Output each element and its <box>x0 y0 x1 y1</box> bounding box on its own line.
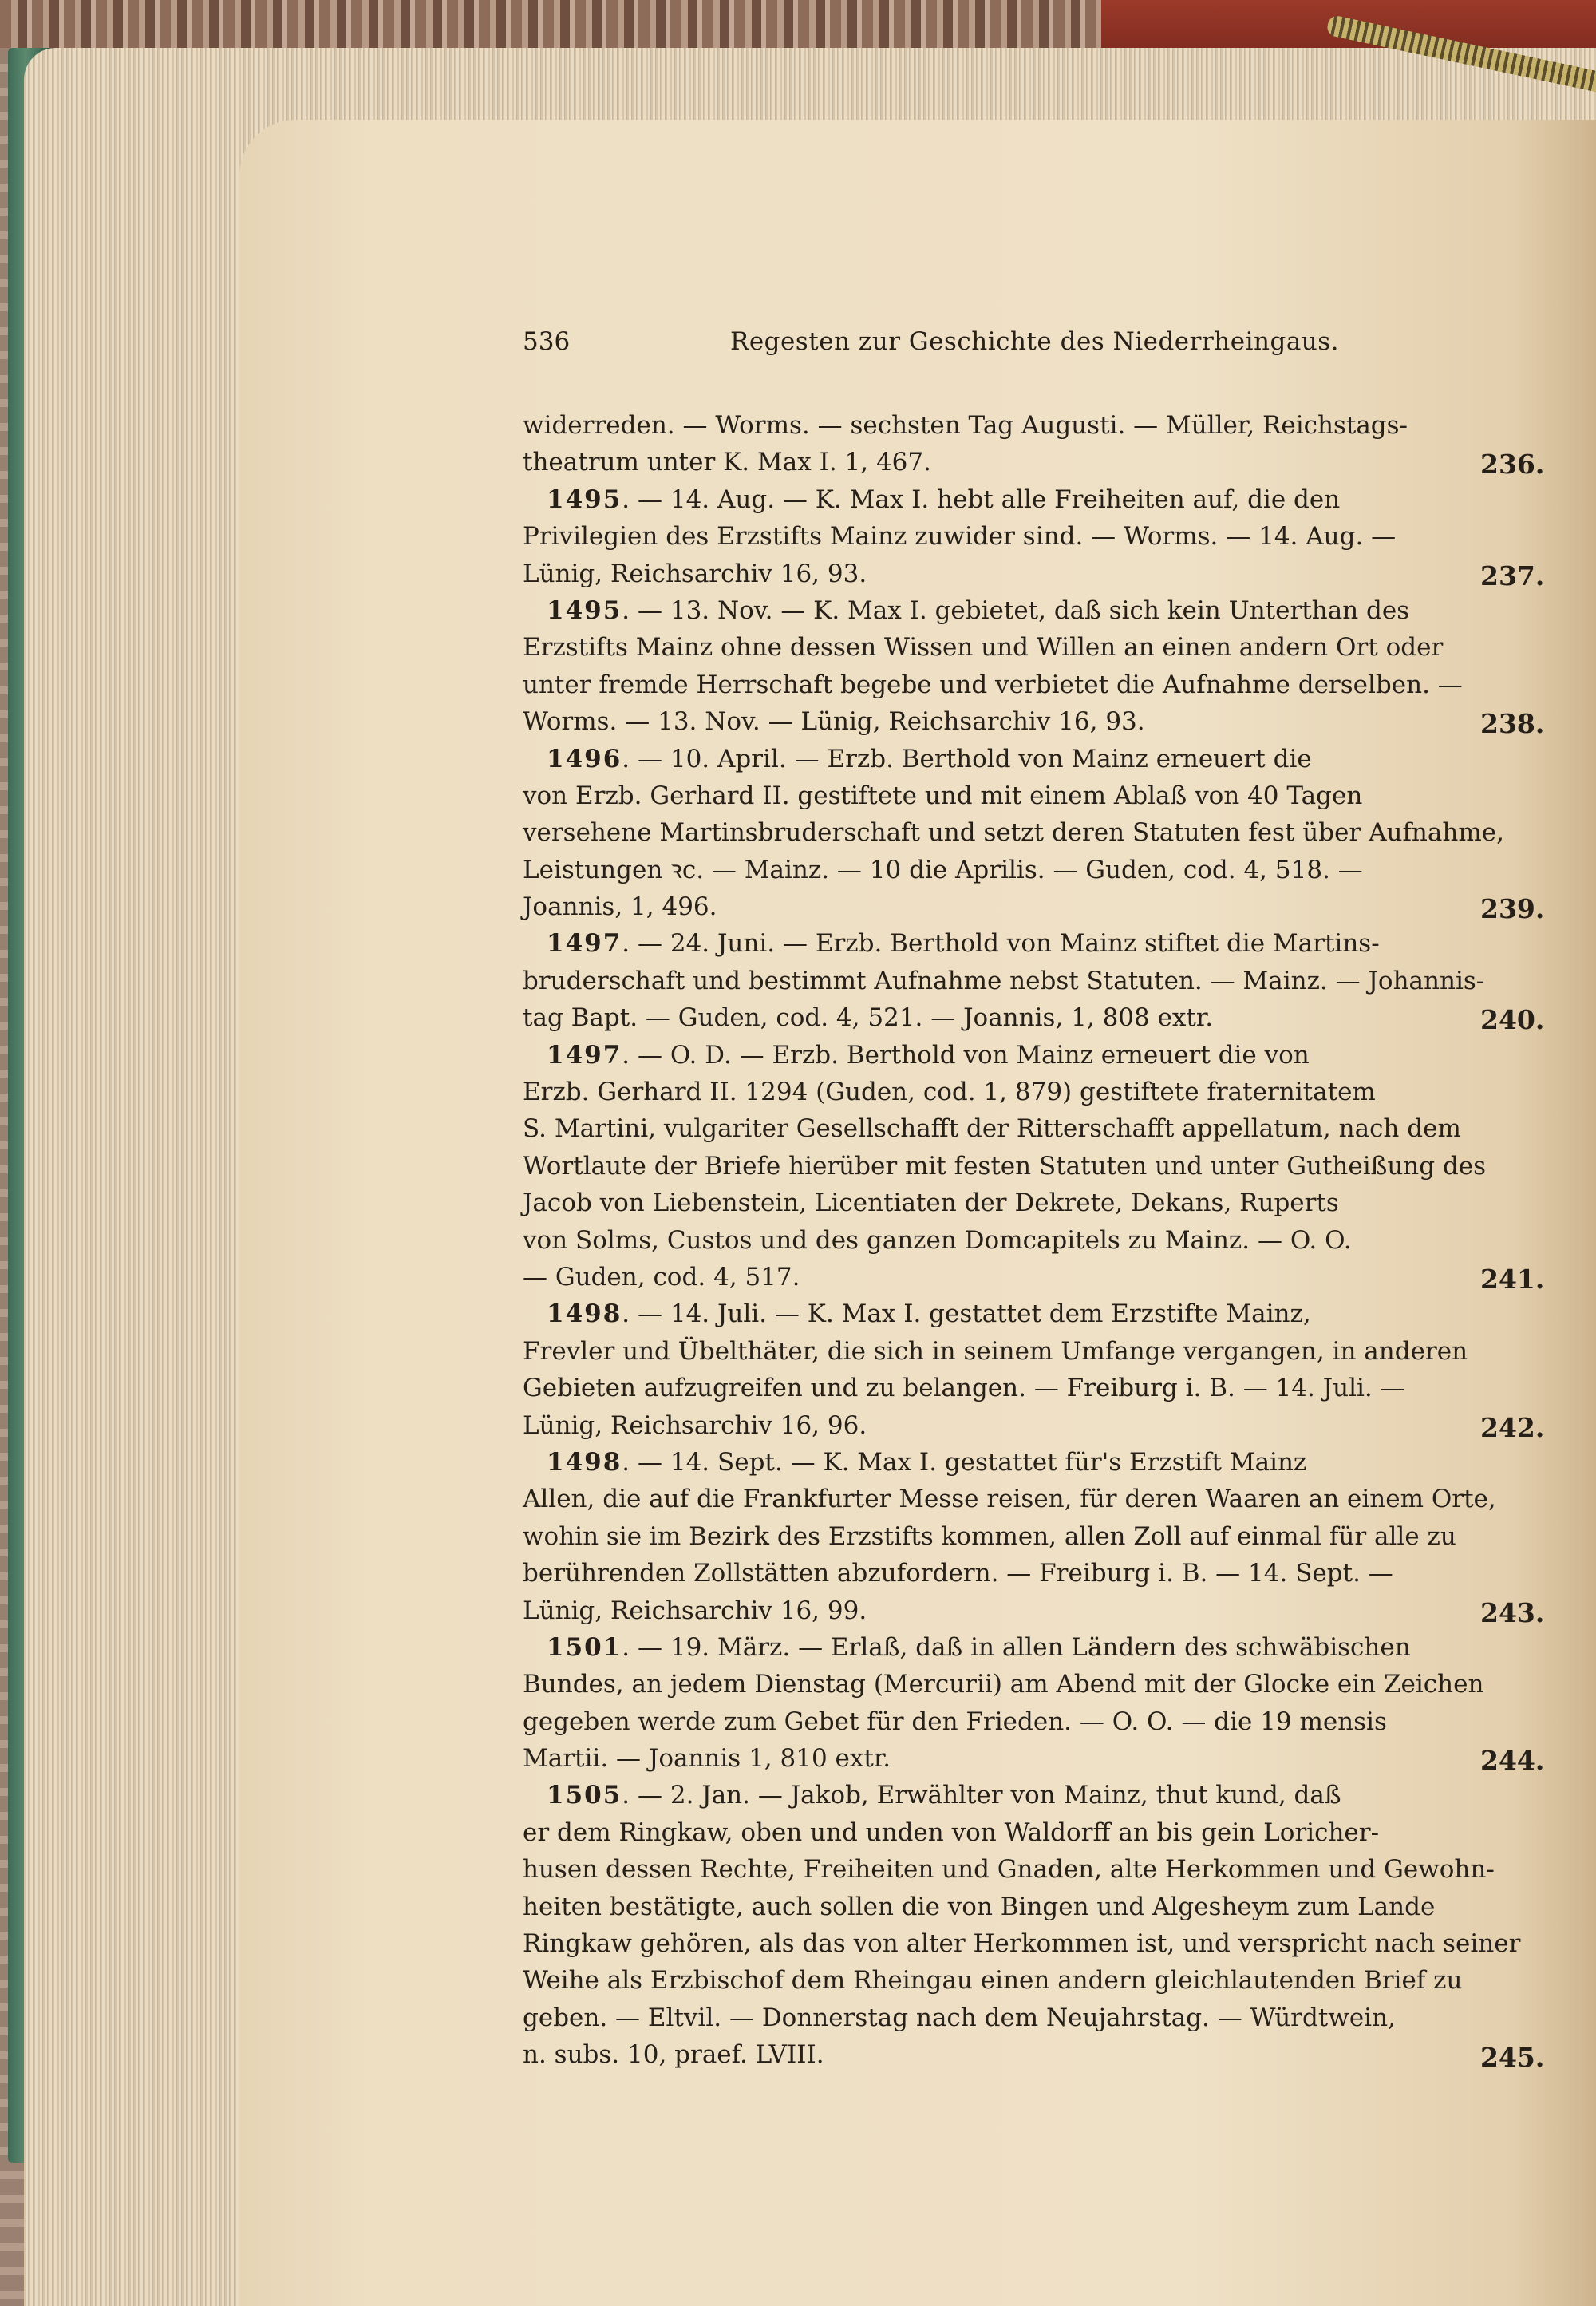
line-text: Erzstifts Mainz ohne dessen Wissen und Willen an einen andern Ort oder <box>523 633 1444 663</box>
regest-entry <box>523 1295 1512 1444</box>
line-text: Ringkaw gehören, als das von alter Herkommen ist, und verspricht nach seiner <box>523 1929 1521 1959</box>
line-text: von Erzb. Gerhard II. gestiftete und mit einem Ablaß von 40 Tagen <box>523 781 1363 810</box>
entry-year: 1498 <box>547 1447 622 1477</box>
regest-entry <box>523 1037 1512 1296</box>
entry-number: 237. <box>1480 560 1545 591</box>
page-header <box>523 327 1512 375</box>
line-text: Lünig, Reichsarchiv 16, 96. <box>523 1410 867 1440</box>
line-text: Leistungen ꝛc. — Mainz. — 10 die Aprilis. — Guden, cod. 4, 518. — <box>523 855 1363 884</box>
text-line <box>523 814 1512 851</box>
regest-entry <box>523 1629 1512 1778</box>
text-line <box>523 741 1512 777</box>
text-line <box>523 1777 1512 1814</box>
line-text: theatrum unter K. Max I. 1, 467. <box>523 448 931 477</box>
line-text: Privilegien des Erzstifts Mainz zuwider sind. — Worms. — 14. Aug. — <box>523 522 1396 552</box>
regest-entry <box>523 407 1512 481</box>
text-line <box>523 1481 1512 1517</box>
line-text: . — 14. Juli. — K. Max I. gestattet dem Erzstifte Mainz, <box>622 1299 1311 1329</box>
running-title: Regesten zur Geschichte des Niederrheingaus. <box>730 327 1340 356</box>
text-line <box>523 1999 1512 2036</box>
text-line <box>523 1740 1512 1777</box>
line-text: von Solms, Custos und des ganzen Domcapitels zu Mainz. — O. O. <box>523 1225 1352 1255</box>
entry-year: 1495 <box>547 485 622 514</box>
text-line <box>523 556 1512 592</box>
text-line <box>523 1037 1512 1074</box>
text-line <box>523 666 1512 703</box>
entry-number: 236. <box>1480 449 1545 481</box>
text-line <box>523 1259 1512 1295</box>
text-line <box>523 963 1512 999</box>
text-line <box>523 1185 1512 1221</box>
line-text: Weihe als Erzbischof dem Rheingau einen andern gleichlautenden Brief zu <box>523 1966 1463 1996</box>
text-line <box>523 1518 1512 1555</box>
text-line <box>523 1407 1512 1444</box>
line-text: Gebieten aufzugreifen und zu belangen. — Freiburg i. B. — 14. Juli. — <box>523 1374 1405 1403</box>
text-line <box>523 1222 1512 1259</box>
entry-year: 1501 <box>547 1632 622 1662</box>
text-line <box>523 518 1512 555</box>
text-line <box>523 1592 1512 1629</box>
line-text: Martii. — Joannis 1, 810 extr. <box>523 1744 891 1774</box>
text-line <box>523 592 1512 629</box>
line-text: . — O. D. — Erzb. Berthold von Mainz erneuert die von <box>622 1040 1310 1070</box>
line-text: husen dessen Rechte, Freiheiten und Gnaden, alte Herkommen und Gewohn- <box>523 1855 1495 1885</box>
line-text: — Guden, cod. 4, 517. <box>523 1262 800 1291</box>
text-line <box>523 1925 1521 1962</box>
text-line <box>523 481 1512 518</box>
line-text: wohin sie im Bezirk des Erzstifts kommen, allen Zoll auf einmal für alle zu <box>523 1521 1456 1551</box>
text-line <box>523 407 1512 444</box>
text-line <box>523 999 1512 1036</box>
text-line <box>523 444 1512 481</box>
entry-year: 1505 <box>547 1781 622 1810</box>
text-line <box>523 1851 1512 1888</box>
entry-number: 240. <box>1480 1004 1545 1036</box>
line-text: Lünig, Reichsarchiv 16, 99. <box>523 1596 867 1625</box>
line-text: Joannis, 1, 496. <box>523 892 717 922</box>
line-text: . — 2. Jan. — Jakob, Erwählter von Mainz, thut kund, daß <box>622 1781 1341 1810</box>
line-text: gegeben werde zum Gebet für den Frieden. — O. O. — die 19 mensis <box>523 1707 1387 1736</box>
text-line <box>523 1555 1512 1592</box>
line-text: . — 13. Nov. — K. Max I. gebietet, daß sich kein Unterthan des <box>622 595 1410 625</box>
text-line <box>523 1703 1512 1740</box>
line-text: Lünig, Reichsarchiv 16, 93. <box>523 559 867 588</box>
text-line <box>523 1148 1512 1185</box>
line-text: widerreden. — Worms. — sechsten Tag Augusti. — Müller, Reichstags- <box>523 411 1408 440</box>
line-text: . — 14. Aug. — K. Max I. hebt alle Freiheiten auf, die den <box>622 485 1341 514</box>
regest-entry <box>523 1444 1512 1629</box>
entry-year: 1497 <box>547 929 622 959</box>
line-text: Jacob von Liebenstein, Licentiaten der Dekrete, Dekans, Ruperts <box>523 1189 1339 1218</box>
entry-number: 241. <box>1480 1264 1545 1295</box>
line-text: er dem Ringkaw, oben und unden von Waldorff an bis gein Loricher- <box>523 1818 1380 1847</box>
line-text: Allen, die auf die Frankfurter Messe reisen, für deren Waaren an einem Orte, <box>523 1485 1496 1514</box>
line-text: . — 19. März. — Erlaß, daß in allen Ländern des schwäbischen <box>622 1632 1411 1662</box>
text-line <box>523 2036 1512 2073</box>
line-text: berührenden Zollstätten abzufordern. — Freiburg i. B. — 14. Sept. — <box>523 1559 1393 1588</box>
text-line <box>523 1889 1512 1925</box>
entry-year: 1497 <box>547 1040 622 1070</box>
regest-entry <box>523 741 1512 926</box>
entry-year: 1498 <box>547 1299 622 1329</box>
entry-number: 242. <box>1480 1411 1545 1443</box>
line-text: Frevler und Übelthäter, die sich in seinem Umfange vergangen, in anderen <box>523 1336 1468 1366</box>
entry-number: 245. <box>1480 2041 1545 2073</box>
text-line <box>523 703 1512 740</box>
text-line <box>523 1370 1512 1406</box>
line-text: . — 10. April. — Erzb. Berthold von Mainz erneuert die <box>622 744 1312 773</box>
line-text: geben. — Eltvil. — Donnerstag nach dem Neujahrstag. — Würdtwein, <box>523 2003 1396 2032</box>
line-text: tag Bapt. — Guden, cod. 4, 521. — Joannis, 1, 808 extr. <box>523 1003 1214 1033</box>
regest-entry <box>523 592 1512 741</box>
regest-entry <box>523 481 1512 592</box>
text-line <box>523 1074 1512 1110</box>
text-line <box>523 1629 1512 1666</box>
entry-number: 243. <box>1480 1596 1545 1628</box>
text-line <box>523 1444 1512 1481</box>
text-line <box>523 1110 1512 1147</box>
text-line <box>523 925 1512 962</box>
line-text: versehene Martinsbruderschaft und setzt deren Statuten fest über Aufnahme, <box>523 818 1504 848</box>
text-line <box>523 1962 1512 1999</box>
line-text: S. Martini, vulgariter Gesellschafft der Ritterschafft appellatum, nach dem <box>523 1114 1461 1144</box>
line-text: unter fremde Herrschaft begebe und verbietet die Aufnahme derselben. — <box>523 670 1463 699</box>
text-line <box>523 852 1512 888</box>
line-text: heiten bestätigte, auch sollen die von Bingen und Algesheym zum Lande <box>523 1892 1436 1921</box>
entry-year: 1495 <box>547 595 622 625</box>
line-text: bruderschaft und bestimmt Aufnahme nebst Statuten. — Mainz. — Johannis- <box>523 966 1485 995</box>
line-text: n. subs. 10, praef. LVIII. <box>523 2040 824 2070</box>
entry-number: 244. <box>1480 1745 1545 1777</box>
line-text: . — 14. Sept. — K. Max I. gestattet für's Erzstift Mainz <box>622 1447 1307 1477</box>
text-line <box>523 1333 1512 1370</box>
line-text: Wortlaute der Briefe hierüber mit festen Statuten und unter Gutheißung des <box>523 1151 1487 1181</box>
entry-number: 239. <box>1480 893 1545 925</box>
text-line <box>523 1666 1512 1703</box>
line-text: Worms. — 13. Nov. — Lünig, Reichsarchiv 16, 93. <box>523 707 1145 737</box>
text-line <box>523 1295 1512 1332</box>
line-text: Erzb. Gerhard II. 1294 (Guden, cod. 1, 879) gestiftete fraternitatem <box>523 1078 1376 1107</box>
line-text: . — 24. Juni. — Erzb. Berthold von Mainz stiftet die Martins- <box>622 929 1380 959</box>
text-line <box>523 629 1512 666</box>
regest-entry <box>523 925 1512 1036</box>
line-text: Bundes, an jedem Dienstag (Mercurii) am Abend mit der Glocke ein Zeichen <box>523 1670 1484 1699</box>
entry-number: 238. <box>1480 708 1545 740</box>
text-line <box>523 1814 1512 1851</box>
text-line <box>523 888 1512 925</box>
page-number: 536 <box>523 327 571 356</box>
entry-year: 1496 <box>547 744 622 773</box>
text-line <box>523 777 1512 814</box>
